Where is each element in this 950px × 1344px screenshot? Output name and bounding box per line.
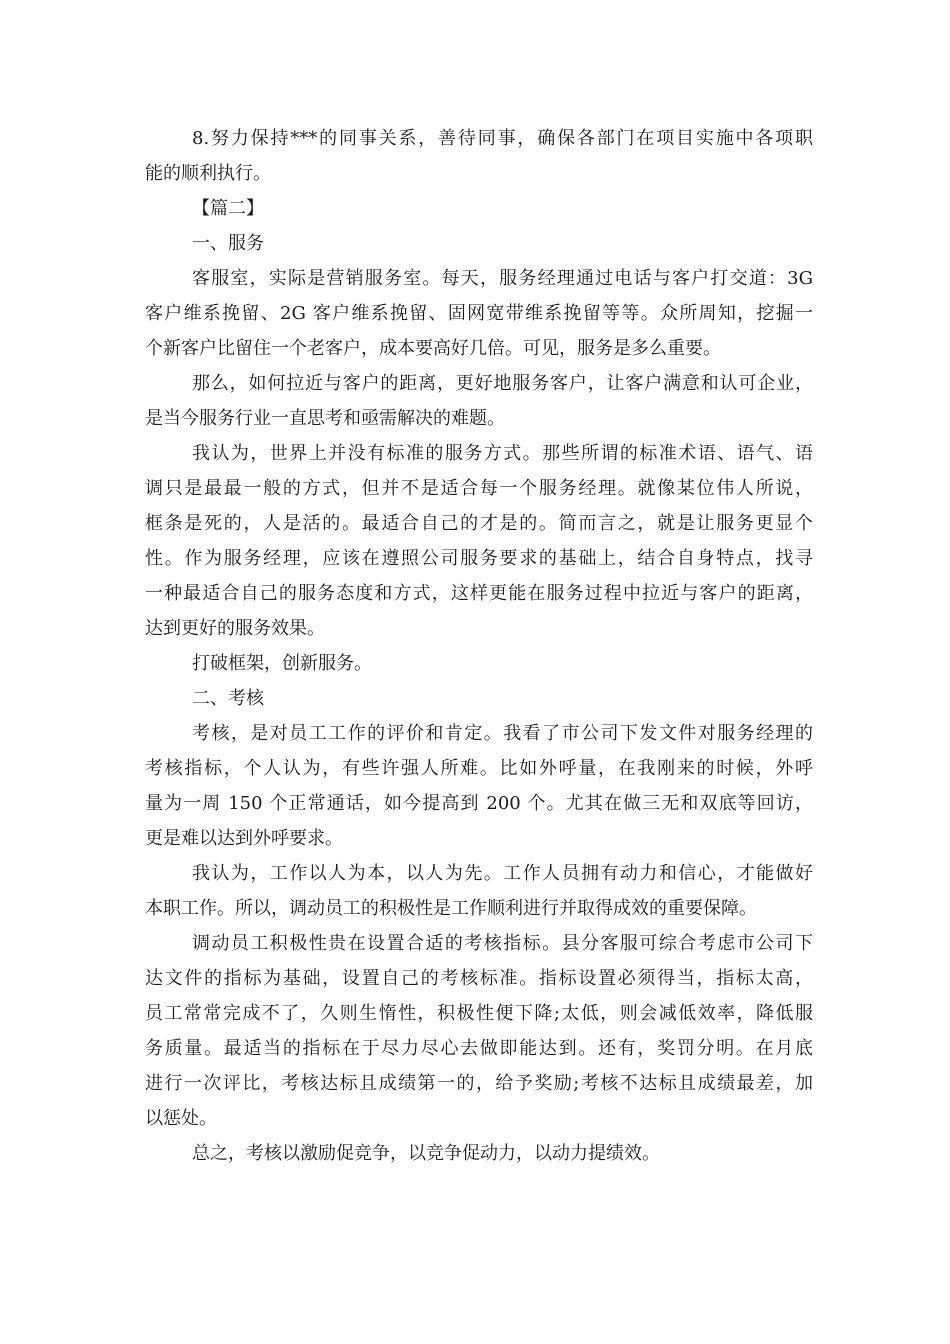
- paragraph-line: 我认为，工作以人为本，以人为先。工作人员拥有动力和信心，才能做好: [192, 863, 813, 884]
- paragraph: [145, 261, 813, 366]
- paragraph-line: 一、服务: [192, 233, 264, 254]
- paragraph-line: 一种最适合自己的服务态度和方式，这样更能在服务过程中拉近与客户的距离，: [145, 583, 813, 604]
- paragraph-line: 本职工作。所以，调动员工的积极性是工作顺利进行并取得成效的重要保障。: [145, 898, 757, 919]
- paragraph: [145, 926, 813, 1136]
- paragraph-line: 我认为，世界上并没有标准的服务方式。那些所谓的标准术语、语气、语: [192, 443, 813, 464]
- paragraph-line: 更是难以达到外呼要求。: [145, 828, 343, 849]
- paragraph: [145, 121, 813, 191]
- paragraph-line: 【篇二】: [192, 198, 264, 219]
- paragraph-line: 考核，是对员工工作的评价和肯定。我看了市公司下发文件对服务经理的: [192, 723, 813, 744]
- paragraph-line: 以惩处。: [145, 1108, 217, 1129]
- paragraph-line: 能的顺利执行。: [145, 163, 271, 184]
- paragraph-line: 个新客户比留住一个老客户，成本要高好几倍。可见，服务是多么重要。: [145, 338, 721, 359]
- paragraph-line: 员工常常完成不了，久则生惰性，积极性便下降;太低，则会减低效率，降低服: [145, 1003, 813, 1024]
- paragraph-line: 那么，如何拉近与客户的距离，更好地服务客户，让客户满意和认可企业，: [192, 373, 813, 394]
- paragraph: [145, 436, 813, 646]
- paragraph-line: 客户维系挽留、2G 客户维系挽留、固网宽带维系挽留等等。众所周知，挖掘一: [145, 303, 813, 324]
- paragraph: [145, 856, 813, 926]
- paragraph-line: 框条是死的，人是活的。最适合自己的才是的。简而言之，就是让服务更显个: [145, 513, 813, 534]
- document-body: [145, 121, 813, 1171]
- paragraph-line: 达文件的指标为基础，设置自己的考核标准。指标设置必须得当，指标太高，: [145, 968, 813, 989]
- paragraph-line: 8.努力保持***的同事关系，善待同事，确保各部门在项目实施中各项职: [192, 128, 813, 149]
- paragraph-line: 务质量。最适当的指标在于尽力尽心去做即能达到。还有，奖罚分明。在月底: [145, 1038, 813, 1059]
- paragraph-line: 二、考核: [192, 688, 264, 709]
- paragraph-line: 量为一周 150 个正常通话，如今提高到 200 个。尤其在做三无和双底等回访，: [145, 793, 813, 814]
- paragraph-line: 调只是最最一般的方式，但并不是适合每一个服务经理。就像某位伟人所说，: [145, 478, 813, 499]
- paragraph-line: 客服室，实际是营销服务室。每天，服务经理通过电话与客户打交道：3G: [192, 268, 813, 289]
- paragraph-line: 打破框架，创新服务。: [192, 653, 372, 674]
- paragraph-line: 进行一次评比，考核达标且成绩第一的，给予奖励;考核不达标且成绩最差，加: [145, 1073, 813, 1094]
- paragraph-line: 达到更好的服务效果。: [145, 618, 325, 639]
- paragraph-line: 是当今服务行业一直思考和亟需解决的难题。: [145, 408, 505, 429]
- paragraph-line: 性。作为服务经理，应该在遵照公司服务要求的基础上，结合自身特点，找寻: [145, 548, 813, 569]
- paragraph: [145, 716, 813, 856]
- paragraph-line: 调动员工积极性贵在设置合适的考核指标。县分客服可综合考虑市公司下: [192, 933, 813, 954]
- paragraph-line: 总之，考核以激励促竞争，以竞争促动力，以动力提绩效。: [192, 1143, 660, 1164]
- paragraph: [145, 366, 813, 436]
- paragraph-line: 考核指标，个人认为，有些许强人所难。比如外呼量，在我刚来的时候，外呼: [145, 758, 813, 779]
